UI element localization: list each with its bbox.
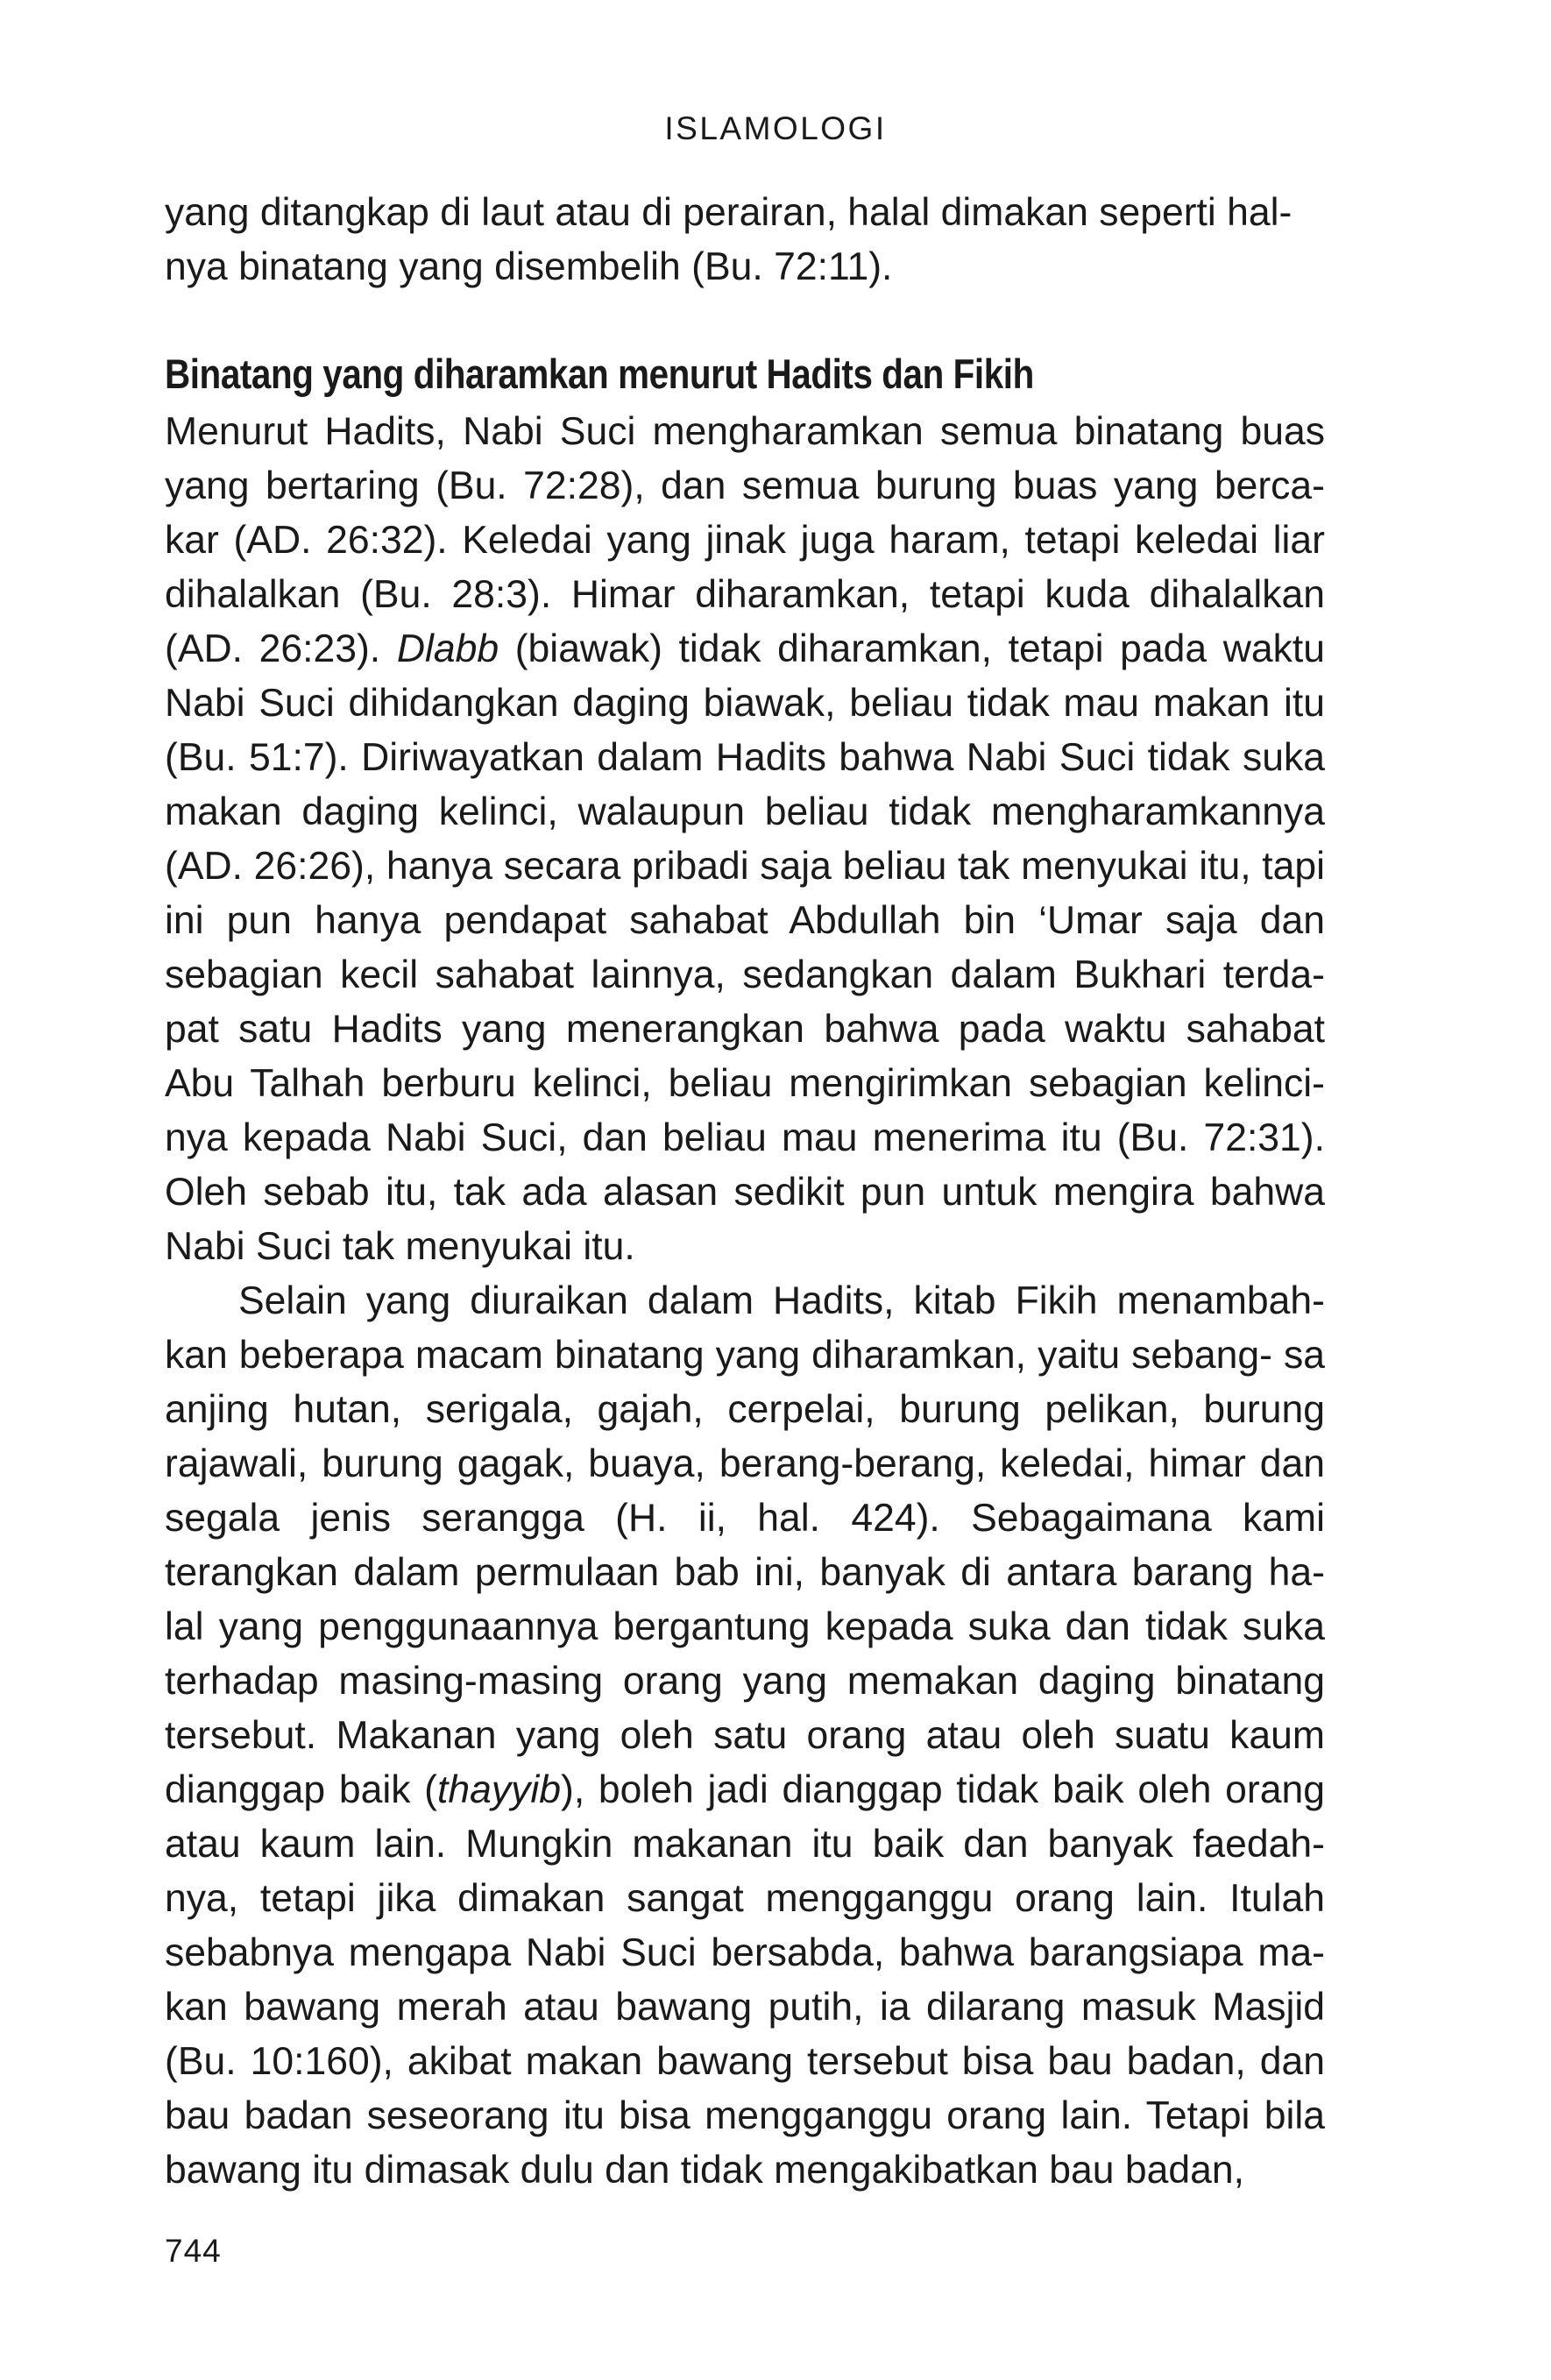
text-line: nya kepada Nabi Suci, dan beliau mau menerima itu (Bu. 72:31).	[165, 1116, 1325, 1159]
text-line: lal yang penggunaannya bergantung kepada suka dan tidak suka	[165, 1605, 1325, 1648]
text-line: sa anjing hutan, serigala, gajah, cerpelai, burung pelikan, burung	[165, 1334, 1325, 1431]
text-line: dihalalkan (Bu. 28:3). Himar diharamkan, tetapi kuda dihalalkan	[165, 573, 1325, 616]
text-line: terhadap masing-masing orang yang memakan daging binatang	[165, 1660, 1325, 1703]
text-line: yang ditangkap di laut atau di perairan, halal dimakan seperti hal-	[165, 191, 1292, 234]
running-header: ISLAMOLOGI	[664, 110, 887, 146]
text-line: kan bawang merah atau bawang putih, ia dilarang masuk Masjid	[165, 1986, 1325, 2029]
text-fragment: dianggap baik (	[165, 1768, 437, 1811]
text-line: (Bu. 51:7). Diriwayatkan dalam Hadits bahwa Nabi Suci tidak suka	[165, 736, 1325, 779]
text-line: bau badan seseorang itu bisa mengganggu orang lain. Tetapi bila	[165, 2094, 1325, 2137]
text-fragment: ), boleh jadi dianggap tidak baik oleh orang	[561, 1768, 1325, 1811]
text-line: Abu Talhah berburu kelinci, beliau mengirimkan sebagian kelinci-	[165, 1062, 1325, 1105]
text-line: rajawali, burung gagak, buaya, berang-berang, keledai, himar	[165, 1442, 1246, 1485]
text-line: kar (AD. 26:32). Keledai yang jinak juga haram, tetapi keledai liar	[165, 519, 1325, 562]
text-line: Selain yang diuraikan dalam Hadits, kitab Fikih menambah-	[238, 1279, 1325, 1322]
text-line: kan beberapa macam binatang yang diharamkan, yaitu sebang-	[165, 1334, 1272, 1377]
text-fragment: (biawak) tidak diharamkan, tetapi pada waktu	[514, 627, 1325, 670]
text-line: nya, tetapi jika dimakan sangat mengganggu orang lain. Itulah	[165, 1877, 1325, 1920]
text-line: Nabi Suci tak menyukai itu.	[165, 1225, 635, 1268]
section-heading: Binatang yang diharamkan menurut Hadits dan Fikih	[165, 351, 1034, 397]
text-line: tapi ini pun hanya pendapat sahabat Abdullah bin ‘Umar saja dan	[165, 845, 1325, 942]
italic-term: thayyib	[437, 1768, 561, 1811]
paragraph-1	[165, 405, 1325, 1274]
text-line: Menurut Hadits, Nabi Suci mengharamkan semua binatang buas	[165, 410, 1325, 453]
text-line: makan daging kelinci, walaupun beliau tidak mengharamkannya	[165, 790, 1325, 833]
text-line: nya binatang yang disembelih (Bu. 72:11).	[165, 245, 893, 288]
text-line: pat satu Hadits yang menerangkan bahwa pada waktu sahabat	[165, 1008, 1325, 1051]
text-line: bawang itu dimasak dulu dan tidak mengakibatkan bau badan,	[165, 2149, 1245, 2192]
text-line: atau kaum lain. Mungkin makanan itu baik dan banyak faedah-	[165, 1823, 1325, 1866]
text-line: terangkan dalam permulaan bab ini, banyak di antara barang ha-	[165, 1551, 1325, 1594]
paragraph-2	[165, 1274, 1325, 2198]
body-text	[165, 405, 1325, 2198]
italic-term: Dlabb	[396, 627, 499, 670]
text-fragment: (AD. 26:23).	[165, 627, 381, 670]
text-line: dan segala jenis serangga (H. ii, hal. 424). Sebagaimana kami	[165, 1442, 1325, 1540]
text-line: Nabi Suci dihidangkan daging biawak, beliau tidak mau makan itu	[165, 682, 1325, 725]
text-line: sebagian kecil sahabat lainnya, sedangkan dalam Bukhari terda-	[165, 953, 1325, 996]
text-line: yang bertaring (Bu. 72:28), dan semua burung buas yang berca-	[165, 464, 1325, 507]
text-line: tersebut. Makanan yang oleh satu orang atau oleh suatu kaum	[165, 1714, 1325, 1757]
text-line: (AD. 26:26), hanya secara pribadi saja beliau tak menyukai itu,	[165, 845, 1251, 888]
text-line: sebabnya mengapa Nabi Suci bersabda, bahwa barangsiapa ma-	[165, 1931, 1325, 1974]
page-number: 744	[165, 2233, 222, 2269]
text-line: Oleh sebab itu, tak ada alasan sedikit pun untuk mengira bahwa	[165, 1171, 1325, 1214]
text-line: (Bu. 10:160), akibat makan bawang tersebut bisa bau badan, dan	[165, 2040, 1325, 2083]
intro-paragraph	[165, 186, 1325, 294]
